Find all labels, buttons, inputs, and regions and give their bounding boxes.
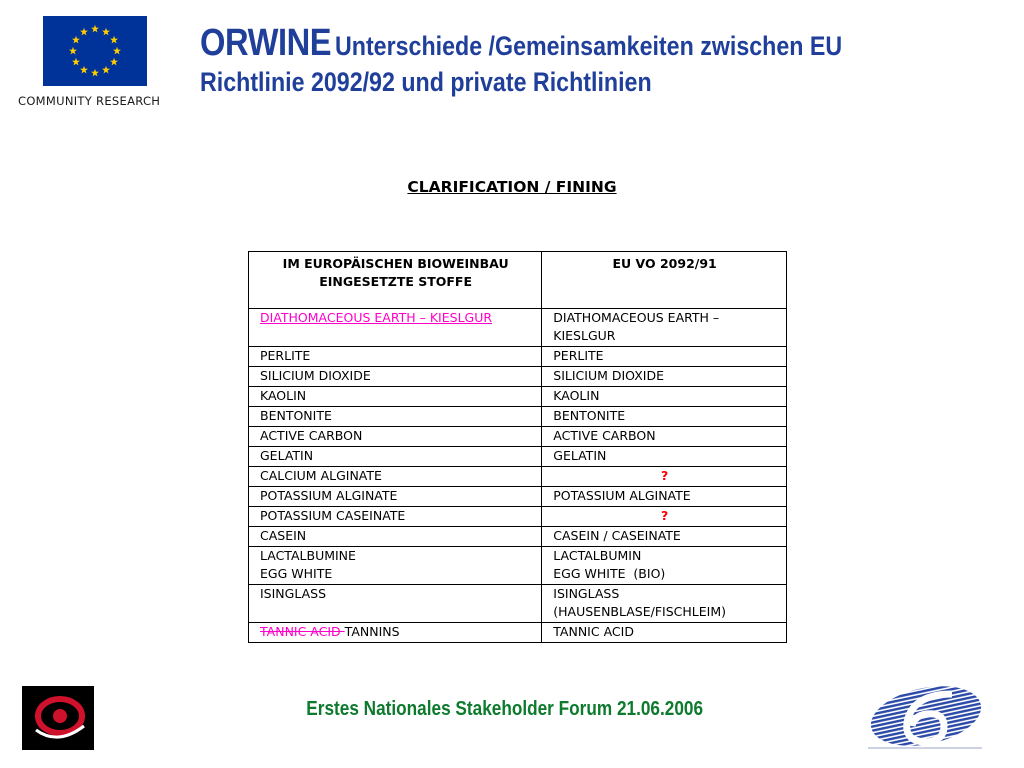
table-cell: KAOLIN [249, 387, 542, 407]
eu-star-icon [91, 25, 99, 33]
table-cell: KAOLIN [542, 387, 787, 407]
table-cell [249, 547, 542, 585]
table-cell: ACTIVE CARBON [249, 427, 542, 447]
table-cell: CALCIUM ALGINATE [249, 467, 542, 487]
column-header-substances: IM EUROPÄISCHEN BIOWEINBAU EINGESETZTE STOFFE [249, 252, 542, 309]
table-cell: CASEIN / CASEINATE [542, 527, 787, 547]
replacement-substance: TANNINS [344, 624, 400, 639]
cell-line: EGG WHITE (BIO) [553, 566, 666, 581]
footer-event-text [0, 698, 1010, 721]
table-cell: ACTIVE CARBON [542, 427, 787, 447]
eu-star-icon [80, 66, 88, 74]
table-cell: PERLITE [249, 347, 542, 367]
table-header-row [249, 252, 787, 309]
section-heading: CLARIFICATION / FINING [407, 178, 617, 196]
table-cell [542, 547, 787, 585]
table-row [249, 585, 787, 623]
unknown-mark: ? [661, 508, 669, 523]
table-cell: BENTONITE [542, 407, 787, 427]
table-cell: PERLITE [542, 347, 787, 367]
struck-substance: TANNIC ACID [260, 624, 345, 639]
title-line-1 [200, 22, 1000, 65]
eu-star-icon [102, 28, 110, 36]
table-cell: GELATIN [249, 447, 542, 467]
table-cell: BENTONITE [249, 407, 542, 427]
comparison-table [248, 251, 787, 643]
eu-star-icon [110, 58, 118, 66]
cell-line: EGG WHITE [260, 566, 333, 581]
community-research-label: COMMUNITY RESEARCH [18, 94, 161, 108]
table-row [249, 487, 787, 507]
eu-star-icon [72, 36, 80, 44]
eu-star-icon [102, 66, 110, 74]
table-row [249, 407, 787, 427]
table-row [249, 467, 787, 487]
community-research-logo [18, 16, 173, 112]
table-cell: GELATIN [542, 447, 787, 467]
table-cell: SILICIUM DIOXIDE [542, 367, 787, 387]
cell-line: LACTALBUMIN [553, 548, 642, 563]
table-cell [542, 585, 787, 623]
table-cell: TANNIC ACID [542, 623, 787, 643]
table-row [249, 387, 787, 407]
table-cell: POTASSIUM ALGINATE [249, 487, 542, 507]
cell-line: ISINGLASS [553, 586, 620, 601]
table-cell [542, 507, 787, 527]
table-cell: POTASSIUM ALGINATE [542, 487, 787, 507]
table-row [249, 547, 787, 585]
table-cell [542, 467, 787, 487]
eu-star-icon [80, 28, 88, 36]
eu-star-icon [72, 58, 80, 66]
title-subtitle-part2: Richtlinie 2092/92 und private Richtlinien [200, 67, 652, 97]
table-row [249, 447, 787, 467]
table-row [249, 347, 787, 367]
cell-line: (HAUSENBLASE/FISCHLEIM) [553, 604, 726, 619]
table-cell: ISINGLASS [249, 585, 542, 623]
table-cell: SILICIUM DIOXIDE [249, 367, 542, 387]
table-row [249, 427, 787, 447]
unknown-mark: ? [661, 468, 669, 483]
table-row [249, 527, 787, 547]
table-row [249, 507, 787, 527]
table-cell [249, 623, 542, 643]
table-cell: POTASSIUM CASEINATE [249, 507, 542, 527]
highlighted-substance: DIATHOMACEOUS EARTH – KIESLGUR [260, 310, 493, 325]
eu-star-icon [113, 47, 121, 55]
eu-star-icon [110, 36, 118, 44]
eu-star-icon [91, 69, 99, 77]
fp6-swoosh-icon [864, 682, 986, 752]
cell-line: LACTALBUMINE [260, 548, 356, 563]
table-row [249, 623, 787, 643]
title-subtitle-part1: Unterschiede /Gemeinsamkeiten zwischen EU [334, 31, 843, 61]
table-row [249, 309, 787, 347]
footer-event-label: Erstes Nationales Stakeholder Forum 21.06.2006 [306, 698, 704, 720]
table-cell [249, 309, 542, 347]
table-cell: CASEIN [249, 527, 542, 547]
page-title [200, 22, 1000, 98]
eu-star-icon [69, 47, 77, 55]
column-header-eu-regulation: EU VO 2092/91 [542, 252, 787, 309]
table-cell: DIATHOMACEOUS EARTH – KIESLGUR [542, 309, 787, 347]
table-row [249, 367, 787, 387]
title-orwine: ORWINE [200, 22, 332, 64]
eu-flag-icon [43, 16, 147, 86]
